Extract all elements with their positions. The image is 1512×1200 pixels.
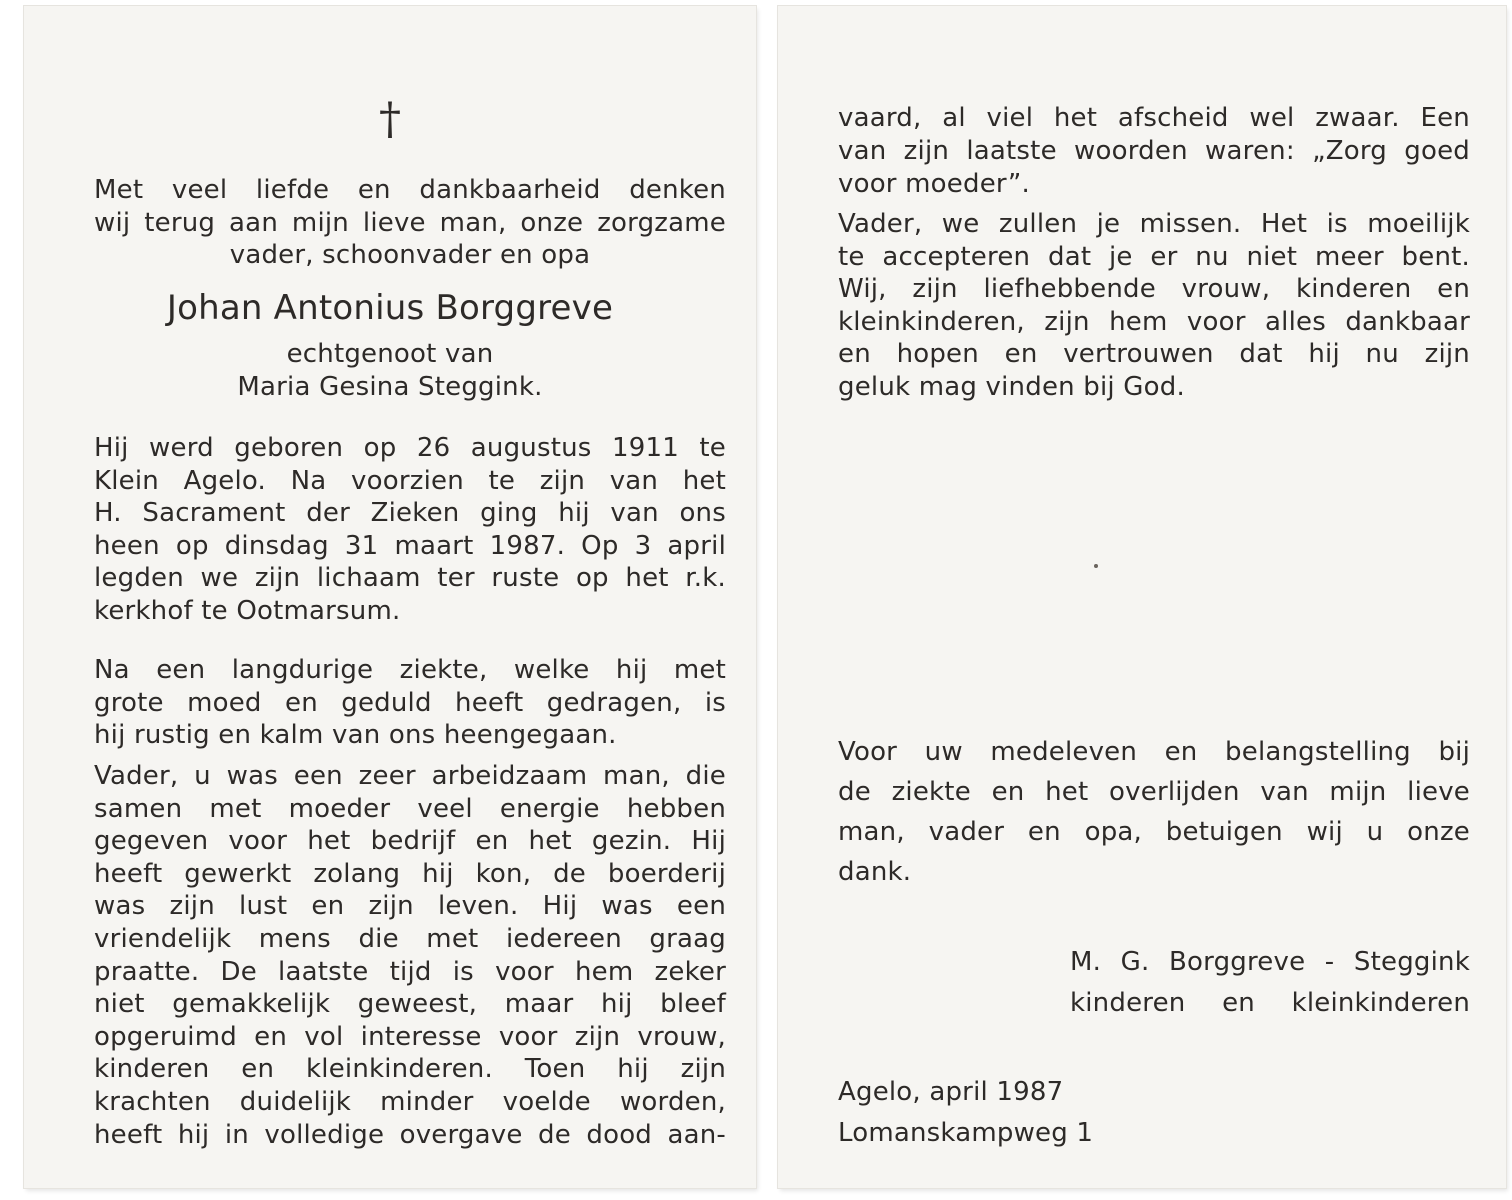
father-line: vriendelijk mens die met iedereen graag — [94, 923, 726, 954]
birth-line: H. Sacrament der Zieken ging hij van ons — [94, 498, 726, 529]
continuation-line: van zijn laatste woorden waren: „Zorg goed — [838, 136, 1470, 166]
birth-line: kerkhof te Ootmarsum. — [94, 595, 401, 626]
illness-line: grote moed en geduld heeft gedragen, is — [94, 687, 726, 718]
birth-paragraph — [94, 432, 726, 628]
continuation-paragraph — [838, 102, 1470, 201]
father-line: samen met moeder veel energie hebben — [94, 793, 726, 824]
father-line: Vader, u was een zeer arbeidzaam man, die — [94, 761, 726, 791]
spouse-line: echtgenoot van — [286, 339, 494, 369]
place-date-block — [838, 1072, 1093, 1154]
thanks-line: dank. — [838, 857, 912, 887]
thanks-line: de ziekte en het overlijden van mijn lieve — [838, 777, 1470, 807]
father-line: praatte. De laatste tijd is voor hem zeker — [94, 956, 726, 987]
father-line: opgeruimd en vol interesse voor zijn vrouw, — [94, 1021, 726, 1052]
intro-line: wij terug aan mijn lieve man, onze zorgzame — [94, 207, 726, 238]
intro-paragraph — [94, 174, 726, 272]
illness-paragraph — [94, 654, 726, 752]
continuation-line: voor moeder”. — [838, 169, 1031, 199]
father-line: kinderen en kleinkinderen. Toen hij zijn — [94, 1054, 726, 1085]
father-line: niet gemakkelijk geweest, maar hij bleef — [94, 989, 726, 1020]
paper-speck — [1094, 564, 1098, 568]
signature-line: M. G. Borggreve - Steggink — [1070, 947, 1470, 977]
continuation-line: vaard, al viel het afscheid wel zwaar. Een — [838, 103, 1470, 133]
spouse-line: Maria Gesina Steggink. — [237, 371, 543, 402]
signature-block — [1070, 942, 1470, 1024]
signature-line: kinderen en kleinkinderen — [1070, 988, 1470, 1018]
missing-line: Vader, we zullen je missen. Het is moeilijk — [838, 209, 1470, 239]
intro-line: Met veel liefde en dankbaarheid denken — [94, 175, 726, 205]
thanks-line: man, vader en opa, betuigen wij u onze — [838, 817, 1470, 847]
birth-line: heen op dinsdag 31 maart 1987. Op 3 april — [94, 530, 726, 561]
father-line: heeft gewerkt zolang hij kon, de boerderij — [94, 858, 726, 889]
birth-line: legden we zijn lichaam ter ruste op het r.k. — [94, 563, 726, 594]
father-line: heeft hij in volledige overgave de dood aan- — [94, 1119, 726, 1150]
intro-line: vader, schoonvader en opa — [229, 240, 591, 271]
missing-paragraph — [838, 208, 1470, 404]
left-page — [24, 6, 756, 1188]
address-line: Lomanskampweg 1 — [838, 1118, 1094, 1148]
missing-line: geluk mag vinden bij God. — [838, 371, 1185, 402]
missing-line: te accepteren dat je er nu niet meer bent. — [838, 241, 1470, 272]
thanks-line: Voor uw medeleven en belangstelling bij — [838, 737, 1470, 767]
missing-line: en hopen en vertrouwen dat hij nu zijn — [838, 339, 1470, 370]
missing-line: kleinkinderen, zijn hem voor alles dankbaar — [838, 306, 1470, 337]
spouse-paragraph — [24, 338, 756, 403]
thanks-paragraph — [838, 732, 1470, 892]
birth-line: Klein Agelo. Na voorzien te zijn van het — [94, 465, 726, 496]
missing-line: Wij, zijn liefhebbende vrouw, kinderen en — [838, 274, 1470, 305]
father-line: was zijn lust en zijn leven. Hij was een — [94, 891, 726, 922]
illness-line: hij rustig en kalm van ons heengegaan. — [94, 720, 617, 751]
cross-icon: † — [379, 94, 401, 145]
right-page — [778, 6, 1506, 1188]
father-paragraph — [94, 760, 726, 1151]
illness-line: Na een langdurige ziekte, welke hij met — [94, 655, 726, 685]
father-line: krachten duidelijk minder voelde worden, — [94, 1086, 726, 1117]
father-line: gegeven voor het bedrijf en het gezin. Hij — [94, 826, 726, 857]
birth-line: Hij werd geboren op 26 augustus 1911 te — [94, 433, 726, 463]
deceased-name: Johan Antonius Borggreve — [166, 288, 614, 328]
place-date-line: Agelo, april 1987 — [838, 1077, 1064, 1107]
